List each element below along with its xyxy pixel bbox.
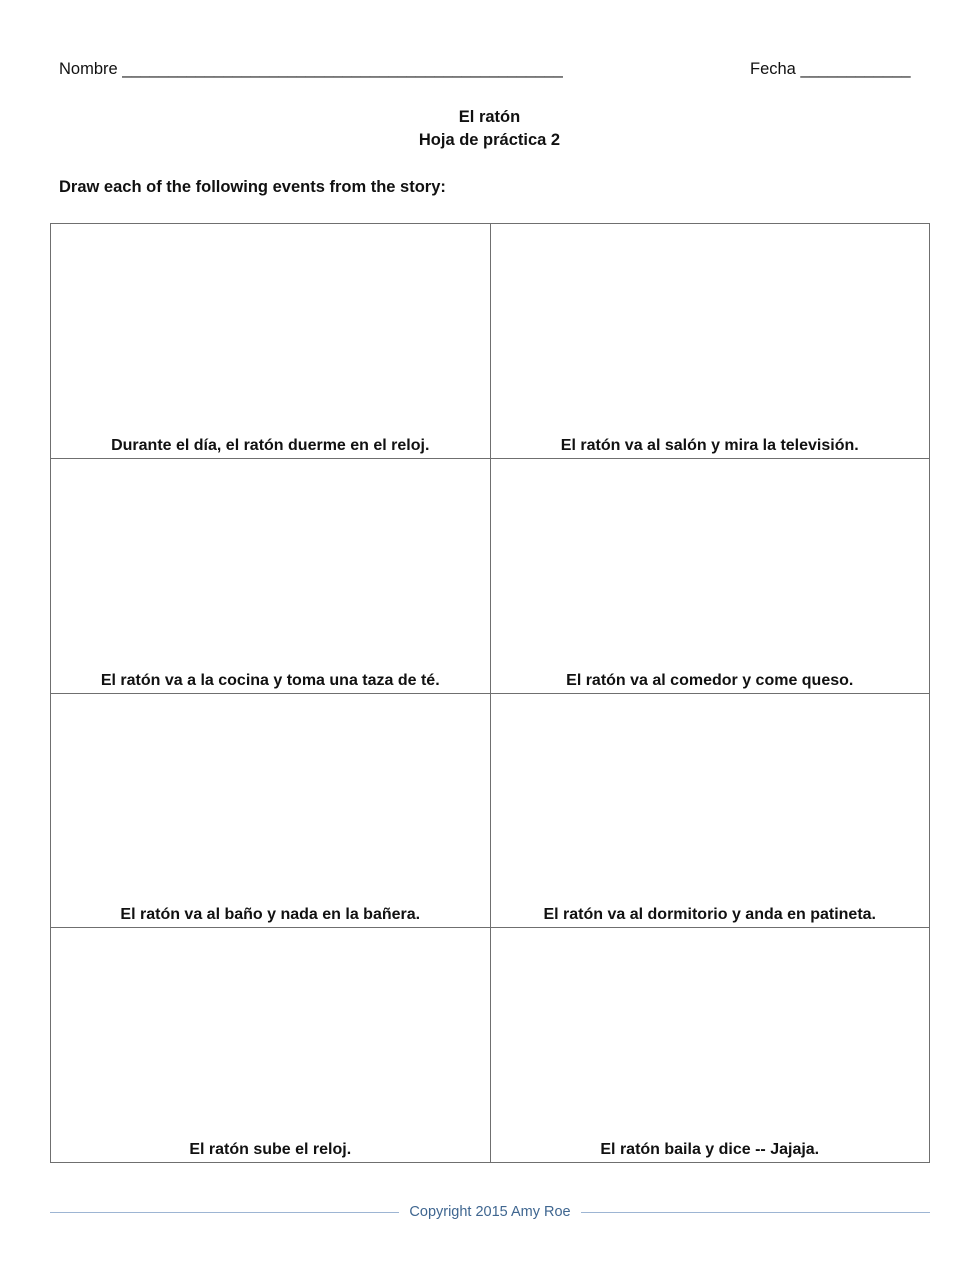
drawing-panel-2[interactable] <box>491 224 931 459</box>
panel-caption: El ratón sube el reloj. <box>189 1141 352 1158</box>
panel-caption: Durante el día, el ratón duerme en el reloj. <box>111 436 430 454</box>
drawing-panel-1[interactable] <box>51 224 491 459</box>
panel-caption: El ratón va al salón y mira la televisión. <box>560 436 859 454</box>
panel-caption: El ratón va al dormitorio y anda en patineta. <box>543 906 876 924</box>
drawing-panel-6[interactable] <box>491 694 931 929</box>
panel-caption: El ratón va al baño y nada en la bañera. <box>120 906 421 924</box>
copyright-text: Copyright 2015 Amy Roe <box>409 1204 571 1220</box>
date-field-line[interactable]: Fecha ____________ <box>750 60 911 78</box>
instructions-text: Draw each of the following events from the story: <box>59 178 446 196</box>
drawing-panel-7[interactable] <box>51 928 491 1163</box>
footer <box>50 1204 930 1220</box>
drawing-panel-8[interactable] <box>491 928 931 1163</box>
drawing-panel-3[interactable] <box>51 459 491 694</box>
worksheet-subtitle: Hoja de práctica 2 <box>418 131 561 149</box>
panel-caption: El ratón va al comedor y come queso. <box>566 671 854 689</box>
footer-divider-right <box>581 1212 930 1213</box>
drawing-panel-5[interactable] <box>51 694 491 929</box>
panel-caption: El ratón va a la cocina y toma una taza de té. <box>100 671 440 689</box>
drawing-panel-4[interactable] <box>491 459 931 694</box>
footer-divider-left <box>50 1212 399 1213</box>
drawing-grid <box>50 223 930 1163</box>
worksheet-title: El ratón <box>458 108 521 126</box>
name-field-line[interactable]: Nombre ________________________________________________ <box>59 60 563 78</box>
panel-caption: El ratón baila y dice -- Jajaja. <box>600 1141 820 1158</box>
